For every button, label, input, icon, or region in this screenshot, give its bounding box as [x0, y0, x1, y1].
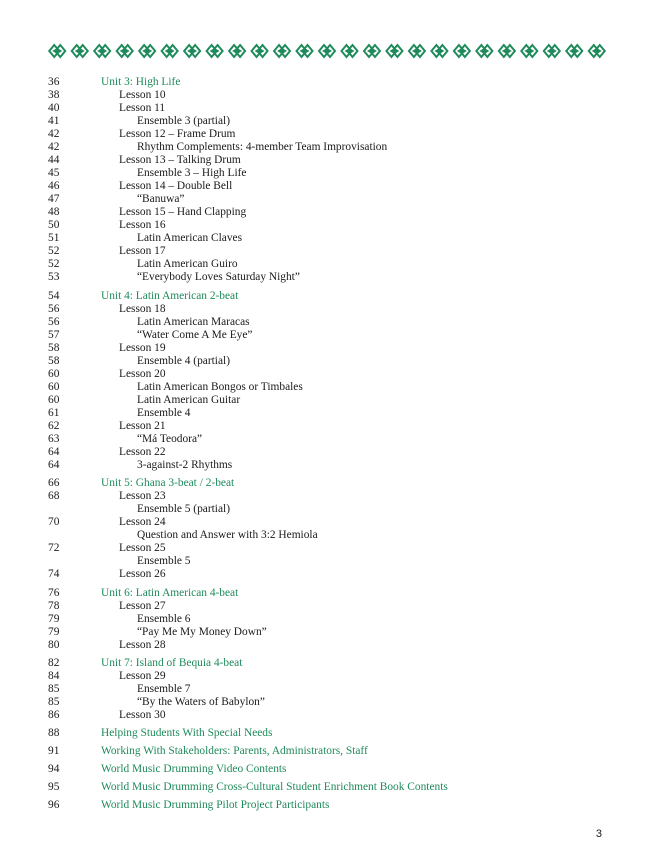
toc-page-number: 53 — [48, 271, 60, 283]
toc-section-entry — [0, 657, 648, 670]
diamond-ornament-icon — [117, 45, 133, 57]
diamond-ornament-icon — [139, 45, 155, 57]
diamond-ornament-icon — [409, 45, 425, 57]
toc-entry-title: Lesson 27 — [119, 599, 166, 612]
toc-entry-title: Unit 4: Latin American 2-beat — [101, 289, 239, 302]
diamond-ornament-icon — [499, 45, 515, 57]
toc-page-number: 52 — [48, 245, 60, 257]
toc-page-number: 61 — [48, 406, 60, 419]
toc-entry-title: Working With Stakeholders: Parents, Administrators, Staff — [101, 745, 368, 757]
toc-entry — [0, 329, 648, 342]
toc-entry — [0, 542, 648, 555]
toc-page-number: 54 — [48, 289, 60, 302]
toc-entry — [0, 555, 648, 568]
toc-entry-title: Lesson 23 — [119, 490, 166, 502]
toc-page-number: 64 — [48, 445, 60, 458]
toc-page-number: 52 — [48, 258, 60, 270]
toc-page-number: 85 — [48, 696, 60, 708]
toc-page-number: 95 — [48, 781, 60, 793]
toc-entry-title: Lesson 24 — [119, 516, 166, 528]
toc-entry-title: Latin American Guitar — [137, 393, 241, 406]
toc-page-number: 79 — [48, 612, 60, 625]
toc-entry — [0, 503, 648, 516]
table-of-contents — [0, 76, 648, 812]
toc-entry-title: World Music Drumming Cross-Cultural Student Enrichment Book Contents — [101, 781, 448, 793]
toc-entry-title: Lesson 11 — [119, 102, 166, 114]
diamond-ornament-icon — [274, 45, 290, 57]
toc-entry — [0, 180, 648, 193]
toc-entry-title: World Music Drumming Pilot Project Participants — [101, 799, 330, 811]
toc-section-entry — [0, 727, 648, 740]
diamond-ornament-icon — [589, 45, 605, 57]
toc-entry-title: Lesson 28 — [119, 638, 166, 651]
diamond-ornament-icon — [454, 45, 470, 57]
toc-page-number: 62 — [48, 419, 60, 432]
toc-page-number: 40 — [48, 102, 60, 114]
toc-section-entry — [0, 799, 648, 812]
toc-page-number: 74 — [48, 568, 60, 580]
toc-entry — [0, 433, 648, 446]
diamond-ornament-icon — [94, 45, 110, 57]
toc-entry-title: Ensemble 6 — [137, 612, 191, 625]
toc-entry — [0, 219, 648, 232]
toc-entry-title: Lesson 29 — [119, 670, 166, 682]
toc-entry-title: Ensemble 4 — [137, 406, 191, 419]
toc-entry-title: Lesson 25 — [119, 542, 166, 554]
toc-entry-title: Ensemble 5 (partial) — [137, 503, 230, 515]
toc-entry — [0, 639, 648, 652]
toc-section-entry — [0, 587, 648, 600]
decorative-border — [46, 43, 608, 59]
toc-section-entry — [0, 781, 648, 794]
toc-page-number: 96 — [48, 799, 60, 811]
toc-entry — [0, 459, 648, 472]
toc-entry — [0, 245, 648, 258]
toc-page-number: 64 — [48, 458, 60, 471]
toc-page-number: 42 — [48, 141, 60, 153]
toc-entry — [0, 102, 648, 115]
diamond-ornament-icon — [431, 45, 447, 57]
toc-entry-title: “Water Come A Me Eye” — [137, 328, 253, 341]
toc-page-number: 94 — [48, 763, 60, 775]
toc-page-number: 72 — [48, 542, 60, 554]
toc-page-number: 85 — [48, 683, 60, 695]
toc-entry-title: Latin American Claves — [137, 232, 243, 244]
toc-entry-title: Latin American Guiro — [137, 258, 238, 270]
diamond-ornament-icon — [341, 45, 357, 57]
toc-section-entry — [0, 745, 648, 758]
toc-entry-title: Lesson 20 — [119, 367, 166, 380]
toc-entry-title: Unit 3: High Life — [101, 76, 181, 88]
toc-entry — [0, 516, 648, 529]
toc-page-number: 58 — [48, 341, 60, 354]
toc-page-number: 57 — [48, 328, 60, 341]
toc-entry-title: Ensemble 7 — [137, 683, 191, 695]
toc-page-number: 36 — [48, 76, 60, 88]
toc-entry-title: “Pay Me My Money Down” — [137, 625, 267, 638]
toc-page-number: 86 — [48, 709, 60, 721]
toc-page-number: 91 — [48, 745, 60, 757]
diamond-ornament-icon — [297, 45, 313, 57]
toc-page-number: 42 — [48, 128, 60, 140]
toc-section-entry — [0, 76, 648, 89]
toc-section-entry — [0, 290, 648, 303]
toc-entry-title: Lesson 13 – Talking Drum — [119, 154, 241, 166]
diamond-ornament-icon — [364, 45, 380, 57]
toc-page-number: 50 — [48, 219, 60, 231]
toc-entry-title: Unit 6: Latin American 4-beat — [101, 586, 239, 599]
toc-page-number: 56 — [48, 302, 60, 315]
toc-entry-title: Unit 5: Ghana 3-beat / 2-beat — [101, 477, 235, 489]
diamond-ornament-icon — [386, 45, 402, 57]
diamond-ornament-icon — [72, 45, 88, 57]
toc-entry — [0, 709, 648, 722]
toc-entry-title: Lesson 22 — [119, 445, 166, 458]
toc-page-number: 41 — [48, 115, 60, 127]
toc-entry-title: Helping Students With Special Needs — [101, 727, 273, 739]
toc-entry — [0, 141, 648, 154]
toc-entry-title: Ensemble 5 — [137, 555, 191, 567]
diamond-ornament-icon — [544, 45, 560, 57]
toc-entry-title: Lesson 21 — [119, 419, 166, 432]
toc-page-number: 60 — [48, 393, 60, 406]
toc-entry — [0, 420, 648, 433]
toc-entry-title: Lesson 26 — [119, 568, 166, 580]
toc-page-number: 47 — [48, 193, 60, 205]
toc-entry — [0, 446, 648, 459]
toc-entry — [0, 258, 648, 271]
toc-entry-title: World Music Drumming Video Contents — [101, 763, 287, 775]
toc-entry — [0, 271, 648, 284]
toc-section-entry — [0, 477, 648, 490]
toc-page-number: 79 — [48, 625, 60, 638]
toc-entry — [0, 568, 648, 581]
toc-entry — [0, 613, 648, 626]
diamond-ornament-icon — [566, 45, 582, 57]
toc-entry — [0, 167, 648, 180]
toc-entry-title: Lesson 19 — [119, 341, 166, 354]
toc-page-number: 58 — [48, 354, 60, 367]
toc-entry — [0, 626, 648, 639]
toc-page-number: 63 — [48, 432, 60, 445]
toc-entry — [0, 316, 648, 329]
toc-entry-title: “Banuwa” — [137, 193, 185, 205]
toc-entry-title: Lesson 17 — [119, 245, 166, 257]
toc-page-number: 38 — [48, 89, 60, 101]
diamond-ornament-icon — [252, 45, 268, 57]
toc-entry — [0, 407, 648, 420]
toc-entry — [0, 303, 648, 316]
toc-entry — [0, 696, 648, 709]
toc-entry-title: “Má Teodora” — [137, 432, 203, 445]
diamond-ornament-icon — [521, 45, 537, 57]
toc-page-number: 48 — [48, 206, 60, 218]
toc-entry-title: Ensemble 3 (partial) — [137, 115, 230, 127]
toc-entry — [0, 89, 648, 102]
toc-entry-title: 3-against-2 Rhythms — [137, 458, 233, 471]
toc-entry-title: “By the Waters of Babylon” — [137, 696, 265, 708]
toc-entry-title: Ensemble 4 (partial) — [137, 354, 230, 367]
toc-entry — [0, 342, 648, 355]
toc-entry — [0, 232, 648, 245]
toc-entry — [0, 206, 648, 219]
toc-page-number: 56 — [48, 315, 60, 328]
diamond-ornament-icon — [184, 45, 200, 57]
page-number: 3 — [595, 828, 602, 840]
toc-page-number: 88 — [48, 727, 60, 739]
toc-entry — [0, 683, 648, 696]
toc-page-number: 60 — [48, 380, 60, 393]
toc-section-entry — [0, 763, 648, 776]
toc-entry — [0, 128, 648, 141]
toc-entry-title: Lesson 30 — [119, 709, 166, 721]
diamond-ornament-icon — [162, 45, 178, 57]
toc-entry-title: Unit 7: Island of Bequia 4-beat — [101, 657, 243, 669]
toc-entry — [0, 394, 648, 407]
toc-page-number: 78 — [48, 599, 60, 612]
toc-entry-title: Question and Answer with 3:2 Hemiola — [137, 529, 318, 541]
toc-entry-title: Rhythm Complements: 4-member Team Improvisation — [137, 141, 388, 153]
toc-entry-title: Lesson 10 — [119, 89, 166, 101]
toc-page-number: 68 — [48, 490, 60, 502]
diamond-ornament-icon — [207, 45, 223, 57]
toc-page-number: 45 — [48, 167, 60, 179]
toc-page-number: 84 — [48, 670, 60, 682]
diamond-ornament-icon — [319, 45, 335, 57]
toc-entry — [0, 600, 648, 613]
diamond-ornament-icon — [49, 45, 65, 57]
toc-entry — [0, 115, 648, 128]
toc-entry-title: Ensemble 3 – High Life — [137, 167, 247, 179]
toc-entry-title: Lesson 16 — [119, 219, 166, 231]
toc-entry-title: “Everybody Loves Saturday Night” — [137, 271, 300, 283]
toc-entry-title: Latin American Maracas — [137, 315, 250, 328]
toc-entry — [0, 355, 648, 368]
toc-entry — [0, 670, 648, 683]
toc-entry — [0, 490, 648, 503]
toc-entry-title: Lesson 12 – Frame Drum — [119, 128, 236, 140]
toc-entry — [0, 381, 648, 394]
toc-entry — [0, 368, 648, 381]
toc-entry — [0, 154, 648, 167]
toc-page-number: 70 — [48, 516, 60, 528]
toc-entry-title: Latin American Bongos or Timbales — [137, 380, 303, 393]
diamond-ornament-icon — [229, 45, 245, 57]
toc-entry — [0, 529, 648, 542]
toc-page-number: 51 — [48, 232, 60, 244]
toc-page-number: 60 — [48, 367, 60, 380]
toc-page-number: 76 — [48, 586, 60, 599]
diamond-ornament-icon — [476, 45, 492, 57]
toc-entry — [0, 193, 648, 206]
toc-entry-title: Lesson 14 – Double Bell — [119, 180, 233, 192]
toc-entry-title: Lesson 18 — [119, 302, 166, 315]
toc-page-number: 46 — [48, 180, 60, 192]
toc-page-number: 82 — [48, 657, 60, 669]
toc-page-number: 80 — [48, 638, 60, 651]
toc-page-number: 44 — [48, 154, 60, 166]
toc-page-number: 66 — [48, 477, 60, 489]
toc-entry-title: Lesson 15 – Hand Clapping — [119, 206, 247, 218]
